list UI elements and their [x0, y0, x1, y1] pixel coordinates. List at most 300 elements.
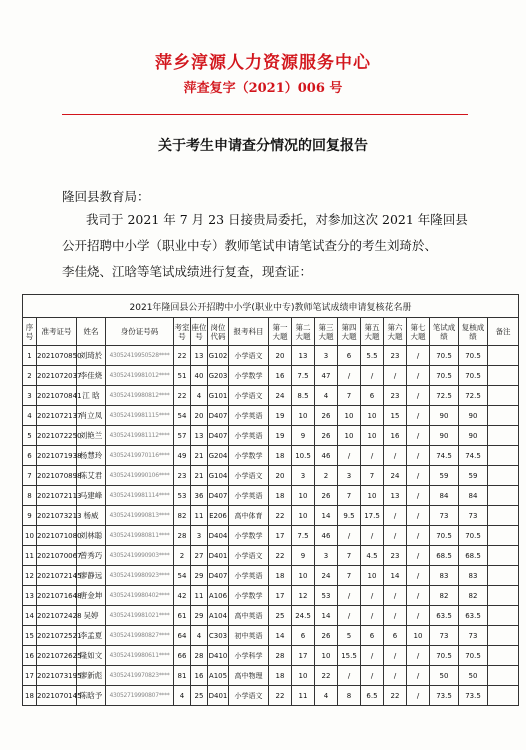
table-cell: 16 [23, 646, 37, 666]
header-cell: 姓名 [77, 318, 106, 346]
table-cell: 70.5 [430, 526, 459, 546]
table-cell: 51 [174, 366, 191, 386]
table-cell: 江 晗 [77, 386, 106, 406]
table-cell: 43052419980811**** [106, 526, 174, 546]
table-row [23, 646, 519, 666]
table-cell: 18 [23, 686, 37, 706]
table-cell: G102 [208, 346, 229, 366]
table-cell: 2 [315, 466, 338, 486]
table-row [23, 426, 519, 446]
table-cell: 8 [338, 686, 361, 706]
table-cell: 43052419980923**** [106, 566, 174, 586]
table-cell: / [361, 646, 384, 666]
table-cell: 9 [292, 426, 315, 446]
header-cell: 身份证号码 [106, 318, 174, 346]
table-cell: 隆如文 [77, 646, 106, 666]
table-cell: 5 [338, 626, 361, 646]
table-cell: 3 [292, 466, 315, 486]
table-cell: 6 [361, 386, 384, 406]
table-cell: 68.5 [459, 546, 488, 566]
table-cell: 43052419981021**** [106, 606, 174, 626]
table-cell: 70.5 [430, 366, 459, 386]
table-cell: 22 [384, 686, 407, 706]
table-cell: 17.5 [361, 506, 384, 526]
table-cell: 小学语文 [229, 546, 269, 566]
table-cell: 10 [338, 426, 361, 446]
table-cell: 10 [338, 406, 361, 426]
table-row [23, 626, 519, 646]
table-cell: 2021073213 [37, 506, 77, 526]
table-cell [488, 406, 519, 426]
table-cell: 陈晗予 [77, 686, 106, 706]
table-cell: 小学语文 [229, 686, 269, 706]
table-cell: 73 [459, 506, 488, 526]
table-cell: 小学语文 [229, 466, 269, 486]
table-cell: 7 [361, 466, 384, 486]
table-cell: 28 [191, 646, 208, 666]
table-cell: D407 [208, 406, 229, 426]
table-cell: 28 [174, 526, 191, 546]
table-cell: 82 [430, 586, 459, 606]
table-cell: / [407, 466, 430, 486]
table-cell: 36 [191, 486, 208, 506]
header-cell: 岗位代码 [208, 318, 229, 346]
table-cell: 1 [23, 346, 37, 366]
table-cell: 50 [459, 666, 488, 686]
table-cell: 9 [23, 506, 37, 526]
table-cell: 24 [315, 566, 338, 586]
table-cell: 李佳烧 [77, 366, 106, 386]
table-cell: / [361, 526, 384, 546]
table-cell: / [361, 366, 384, 386]
table-cell: 84 [459, 486, 488, 506]
table-cell: 43052419981012**** [106, 366, 174, 386]
table-cell: 29 [191, 566, 208, 586]
table-cell: 22 [174, 346, 191, 366]
table-cell: 5.5 [361, 346, 384, 366]
table-cell: / [384, 586, 407, 606]
table-header-row [23, 318, 519, 346]
table-cell [488, 506, 519, 526]
table-cell: 2021073195 [37, 666, 77, 686]
table-cell: 9.5 [338, 506, 361, 526]
table-cell: 18 [269, 566, 292, 586]
table-cell: 23 [174, 466, 191, 486]
table-cell: 24 [269, 386, 292, 406]
table-cell: D401 [208, 546, 229, 566]
table-cell: 3 [23, 386, 37, 406]
table-cell: 15 [23, 626, 37, 646]
table-cell: 16 [269, 366, 292, 386]
table-cell: 16 [191, 666, 208, 686]
table-cell: 廖新彪 [77, 666, 106, 686]
table-cell [488, 486, 519, 506]
review-table-container [22, 294, 518, 706]
table-cell: 2021072137 [37, 406, 77, 426]
table-cell: 10 [292, 486, 315, 506]
table-cell: / [338, 606, 361, 626]
table-cell: 22 [269, 546, 292, 566]
table-cell: 14 [315, 606, 338, 626]
header-cell: 第一大题 [269, 318, 292, 346]
table-cell: 高中体育 [229, 506, 269, 526]
table-cell: 66 [174, 646, 191, 666]
table-cell: 7 [23, 466, 37, 486]
table-cell: 25 [191, 686, 208, 706]
table-cell: 57 [174, 426, 191, 446]
table-cell: G101 [208, 386, 229, 406]
table-cell: / [407, 506, 430, 526]
table-cell: 22 [269, 506, 292, 526]
table-cell: 20 [191, 406, 208, 426]
table-cell: 6 [23, 446, 37, 466]
table-cell: 小学英语 [229, 406, 269, 426]
table-cell: 70.5 [459, 366, 488, 386]
table-cell: / [407, 486, 430, 506]
table-cell: 曾秀巧 [77, 546, 106, 566]
table-cell: 15 [384, 406, 407, 426]
table-cell: / [407, 526, 430, 546]
table-cell: 小学数学 [229, 366, 269, 386]
table-cell: 唐金坤 [77, 586, 106, 606]
table-row [23, 346, 519, 366]
table-row [23, 546, 519, 566]
table-cell: 25 [269, 606, 292, 626]
org-name: 萍乡淳源人力资源服务中心 [155, 53, 371, 73]
table-cell: / [407, 366, 430, 386]
table-cell: D401 [208, 686, 229, 706]
table-cell: 小学数学 [229, 526, 269, 546]
table-cell: 27 [191, 546, 208, 566]
table-cell: 13 [191, 346, 208, 366]
table-cell: 6 [338, 346, 361, 366]
table-cell: 小学科学 [229, 646, 269, 666]
table-cell: 64 [174, 626, 191, 646]
table-cell: 高中英语 [229, 606, 269, 626]
table-cell: 70.5 [430, 646, 459, 666]
table-cell: 13 [191, 426, 208, 446]
table-cell: 小学语文 [229, 346, 269, 366]
table-cell: 18 [269, 486, 292, 506]
table-cell: 10 [361, 426, 384, 446]
table-cell: 42 [174, 586, 191, 606]
header-cell: 第三大题 [315, 318, 338, 346]
table-cell: 26 [315, 426, 338, 446]
header-cell: 第七大题 [407, 318, 430, 346]
table-cell: 74.5 [430, 446, 459, 466]
table-cell: / [338, 526, 361, 546]
table-cell: 59 [430, 466, 459, 486]
table-body [23, 346, 519, 706]
table-cell: / [384, 606, 407, 626]
report-title: 关于考生申请查分情况的回复报告 [158, 138, 368, 154]
table-cell: 14 [269, 626, 292, 646]
body-line-3: 李佳烧、江晗等笔试成绩进行复查，现查证： [62, 264, 313, 279]
table-row [23, 666, 519, 686]
table-cell: 43052419980611**** [106, 646, 174, 666]
table-cell: 2021072428 [37, 606, 77, 626]
table-cell: 14 [23, 606, 37, 626]
table-cell: 13 [384, 486, 407, 506]
table-cell [488, 606, 519, 626]
table-cell [488, 386, 519, 406]
table-cell: 2021071648 [37, 586, 77, 606]
table-cell: 20 [269, 466, 292, 486]
table-cell: 17 [269, 586, 292, 606]
table-cell: / [407, 686, 430, 706]
table-cell: 6.5 [361, 686, 384, 706]
table-cell: 10 [292, 566, 315, 586]
table-cell: 7 [338, 566, 361, 586]
table-cell: 26 [315, 626, 338, 646]
table-cell: 4 [191, 626, 208, 646]
table-cell: 43052419970823**** [106, 666, 174, 686]
table-cell: 7 [338, 486, 361, 506]
table-cell: 46 [315, 446, 338, 466]
table-cell: 17 [23, 666, 37, 686]
header-cell: 报考科目 [229, 318, 269, 346]
table-cell: 2021072113 [37, 486, 77, 506]
table-cell: / [361, 586, 384, 606]
table-cell: 50 [430, 666, 459, 686]
table-cell [488, 566, 519, 586]
table-cell: 4.5 [361, 546, 384, 566]
table-cell: 李孟夏 [77, 626, 106, 646]
table-cell: 2021072145 [37, 566, 77, 586]
table-cell: 马建峰 [77, 486, 106, 506]
table-cell: 9 [292, 546, 315, 566]
table-cell: / [361, 446, 384, 466]
table-cell: 小学英语 [229, 486, 269, 506]
table-cell: 12 [292, 586, 315, 606]
table-cell: 90 [459, 406, 488, 426]
table-cell: 29 [191, 606, 208, 626]
body-line-1: 我司于 2021 年 7 月 23 日接贵局委托，对参加这次 2021 年隆回县 [86, 212, 468, 227]
table-cell: 6 [384, 626, 407, 646]
table-cell: 12 [23, 566, 37, 586]
header-cell: 第五大题 [361, 318, 384, 346]
table-cell: / [407, 346, 430, 366]
table-cell: 7.5 [292, 366, 315, 386]
table-cell: D410 [208, 646, 229, 666]
table-cell: 82 [459, 586, 488, 606]
table-cell: 43052419980827**** [106, 626, 174, 646]
table-cell: 11 [23, 546, 37, 566]
table-cell: 10 [315, 646, 338, 666]
table-cell: 10 [407, 626, 430, 646]
table-cell: 10 [292, 406, 315, 426]
table-cell: 10 [292, 666, 315, 686]
table-cell: 53 [315, 586, 338, 606]
header-cell: 座位号 [191, 318, 208, 346]
table-cell: 73 [430, 506, 459, 526]
table-cell: 54 [174, 406, 191, 426]
review-table [22, 294, 519, 706]
table-cell [488, 546, 519, 566]
table-cell [488, 586, 519, 606]
table-cell: 3 [191, 526, 208, 546]
table-cell: A106 [208, 586, 229, 606]
table-cell: 26 [315, 406, 338, 426]
header-cell: 序号 [23, 318, 37, 346]
table-cell: 72.5 [430, 386, 459, 406]
header-cell: 第二大题 [292, 318, 315, 346]
table-cell: 43052419990106**** [106, 466, 174, 486]
table-cell: 2021072037 [37, 366, 77, 386]
salutation: 隆回县教育局： [62, 189, 150, 204]
table-cell: / [407, 406, 430, 426]
table-cell: 83 [430, 566, 459, 586]
table-cell: 63.5 [430, 606, 459, 626]
table-cell: 小学英语 [229, 566, 269, 586]
table-cell: 8.5 [292, 386, 315, 406]
table-cell: 高中物理 [229, 666, 269, 686]
table-cell: / [384, 366, 407, 386]
table-cell: 3 [315, 346, 338, 366]
table-cell: 70.5 [430, 346, 459, 366]
table-cell [488, 346, 519, 366]
table-cell: 13 [23, 586, 37, 606]
table-cell: 2 [23, 366, 37, 386]
table-cell: 10 [361, 406, 384, 426]
table-row [23, 366, 519, 386]
table-cell: D407 [208, 486, 229, 506]
table-cell: 43052419970116**** [106, 446, 174, 466]
table-cell: / [407, 666, 430, 686]
header-cell: 第四大题 [338, 318, 361, 346]
table-cell: 70.5 [459, 526, 488, 546]
table-cell: 43052719990807**** [106, 686, 174, 706]
table-cell: / [407, 606, 430, 626]
table-row [23, 566, 519, 586]
table-cell: / [384, 526, 407, 546]
table-cell: A104 [208, 606, 229, 626]
table-cell [488, 686, 519, 706]
table-cell [488, 526, 519, 546]
table-cell: / [361, 666, 384, 686]
table-cell: 43052419990813**** [106, 506, 174, 526]
red-divider [62, 114, 468, 115]
table-row [23, 466, 519, 486]
table-cell: / [338, 366, 361, 386]
table-cell: 24.5 [292, 606, 315, 626]
table-cell: / [384, 666, 407, 686]
table-cell: / [407, 566, 430, 586]
table-cell: 10 [292, 506, 315, 526]
table-cell: 20 [269, 346, 292, 366]
table-cell: 73.5 [430, 686, 459, 706]
table-cell: 2021072521 [37, 626, 77, 646]
table-cell: 陈艾君 [77, 466, 106, 486]
table-cell: 43052419981115**** [106, 406, 174, 426]
table-cell: / [407, 426, 430, 446]
table-cell: 49 [174, 446, 191, 466]
table-row [23, 606, 519, 626]
table-cell: 73 [459, 626, 488, 646]
table-cell: 43052419980812**** [106, 386, 174, 406]
table-cell: 59 [459, 466, 488, 486]
table-cell [488, 446, 519, 466]
table-cell: 2021071938 [37, 446, 77, 466]
table-cell: 2 [174, 546, 191, 566]
table-cell: D407 [208, 566, 229, 586]
table-cell: 40 [191, 366, 208, 386]
table-cell: 2021070841 [37, 386, 77, 406]
table-cell: 22 [315, 666, 338, 686]
table-cell: 4 [191, 386, 208, 406]
table-cell: 84 [430, 486, 459, 506]
table-cell: 54 [174, 566, 191, 586]
table-caption: 2021年隆回县公开招聘中小学(职业中专)教师笔试成绩申请复核花名册 [23, 295, 519, 318]
table-cell: 2021070145 [37, 686, 77, 706]
table-row [23, 506, 519, 526]
table-cell: 吴婷 [77, 606, 106, 626]
table-cell: 23 [384, 386, 407, 406]
table-row [23, 586, 519, 606]
table-cell: 82 [174, 506, 191, 526]
table-cell: / [407, 586, 430, 606]
table-cell: 10 [361, 566, 384, 586]
table-cell: 4 [174, 686, 191, 706]
table-cell: 15.5 [338, 646, 361, 666]
table-cell: D407 [208, 426, 229, 446]
table-cell: 16 [384, 426, 407, 446]
table-row [23, 486, 519, 506]
table-cell: / [407, 446, 430, 466]
table-cell: 17 [269, 526, 292, 546]
table-cell: 26 [315, 486, 338, 506]
table-cell: 11 [191, 586, 208, 606]
table-cell [488, 366, 519, 386]
table-cell: 81 [174, 666, 191, 686]
table-cell: 7 [338, 546, 361, 566]
table-cell [488, 626, 519, 646]
table-cell: / [384, 646, 407, 666]
table-cell: 8 [23, 486, 37, 506]
table-cell: 11 [292, 686, 315, 706]
header-cell: 复核成绩 [459, 318, 488, 346]
table-cell: 2021072250 [37, 426, 77, 446]
table-cell: 61 [174, 606, 191, 626]
table-cell: 杨威 [77, 506, 106, 526]
table-cell: 43052419990903**** [106, 546, 174, 566]
table-cell: 63.5 [459, 606, 488, 626]
table-cell: 刘艳兰 [77, 426, 106, 446]
table-cell: / [407, 546, 430, 566]
table-cell: 2021071080 [37, 526, 77, 546]
header-cell: 考室号 [174, 318, 191, 346]
table-cell: 2021070067 [37, 546, 77, 566]
table-cell: 19 [269, 406, 292, 426]
table-cell: 刘琦於 [77, 346, 106, 366]
table-row [23, 406, 519, 426]
table-cell: A105 [208, 666, 229, 686]
table-cell: 28 [269, 646, 292, 666]
table-cell: 47 [315, 366, 338, 386]
table-cell: D404 [208, 526, 229, 546]
table-cell: 70.5 [459, 646, 488, 666]
table-cell: 13 [292, 346, 315, 366]
table-cell: 14 [315, 506, 338, 526]
table-cell: 90 [430, 426, 459, 446]
table-cell: 22 [174, 386, 191, 406]
table-cell: G104 [208, 466, 229, 486]
table-cell: 17 [292, 646, 315, 666]
doc-number: 萍查复字（2021）006 号 [183, 81, 343, 96]
table-cell: / [407, 386, 430, 406]
table-cell: 73 [430, 626, 459, 646]
table-cell: 21 [191, 446, 208, 466]
